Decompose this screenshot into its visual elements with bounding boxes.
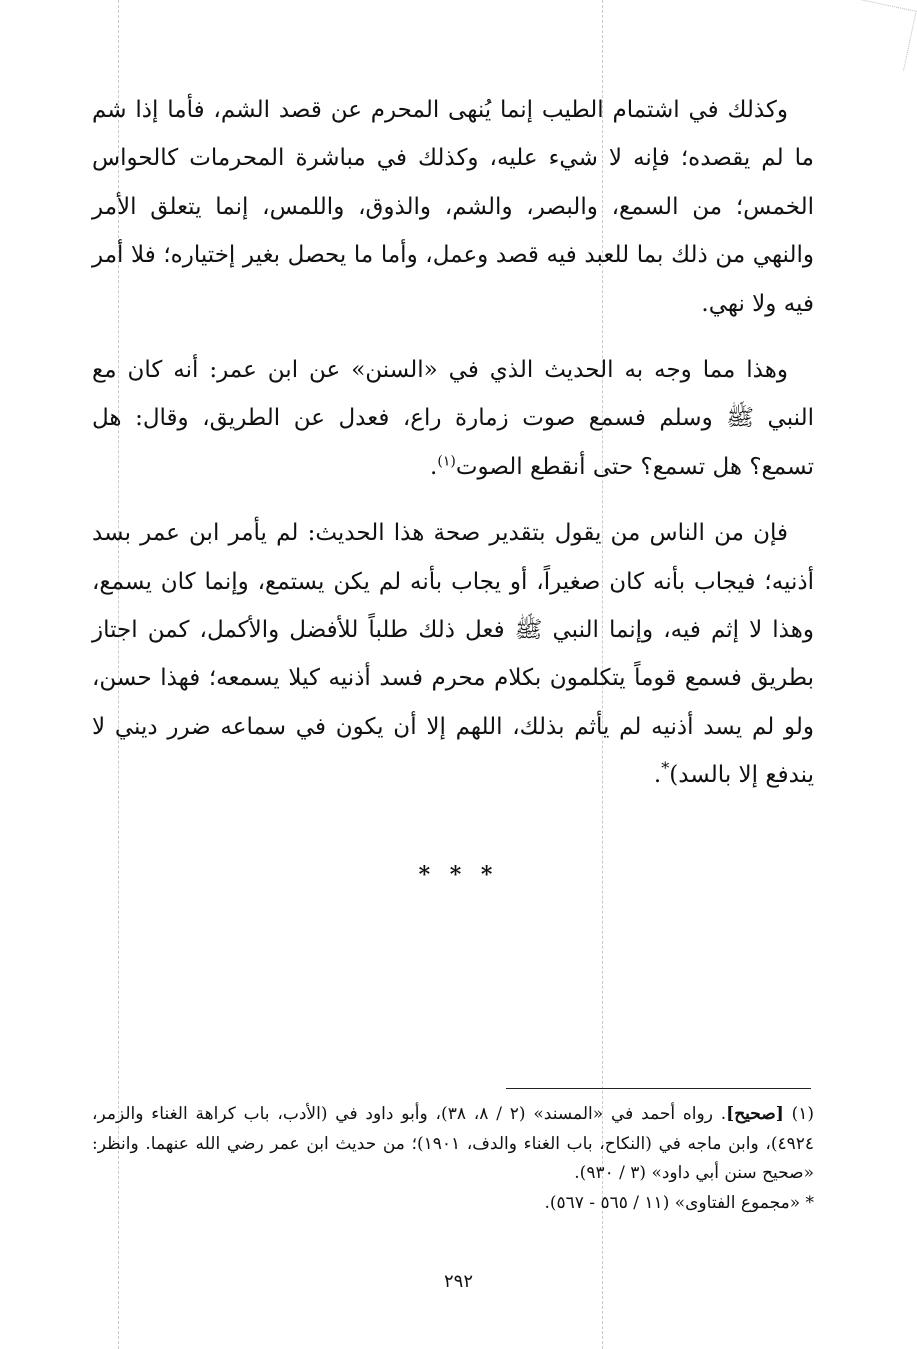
paragraph-2 [92, 346, 814, 491]
paragraph-2-end: . [430, 453, 438, 480]
paragraph-3-end: . [653, 762, 662, 789]
paragraph-3-text: فإن من الناس من يقول بتقدير صحة هذا الحديث: لم يأمر ابن عمر بسد أذنيه؛ فيجاب بأنه كان صغيراً، أو يجاب بأنه لم يكن يستمع، وإنما كان يسمع، وهذا لا إثم فيه، وإنما النبي ﷺ فعل ذلك طلباً للأفضل والأكمل، كمن اجتاز بطريق فسمع قوماً يتكلمون بكلام محرم فسد أذنيه كيلا يسمعه؛ فهذا حسن، ولو لم يسد أذنيه لم يأثم بذلك، اللهم إلا أن يكون في سماعه ضرر ديني لا يندفع إلا بالسد) [92, 520, 814, 789]
main-text [92, 86, 814, 818]
footnote-1-text: . رواه أحمد في «المسند» (٢ / ٨، ٣٨)، وأبو داود في (الأدب، باب كراهة الغناء والزمر، ٤٩٢٤)، وابن ماجه في (النكاح، باب الغناء والدف، ١٩٠١)؛ من حديث ابن عمر رضي الله عنهما. وانظر: «صحيح سنن أبي داود» (٣ / ٩٣٠). [92, 1104, 814, 1183]
scan-corner-mark [844, 0, 916, 71]
footnote-2-marker: * [805, 1192, 814, 1213]
footnote-ref-1[interactable]: (١) [437, 453, 456, 470]
footnote-1-grade: [صحيح] [726, 1104, 784, 1124]
paragraph-3 [92, 509, 814, 799]
paragraph-1 [92, 86, 814, 328]
footnote-divider [506, 1088, 811, 1089]
section-separator: * * * [418, 862, 499, 888]
footnote-1 [92, 1100, 814, 1189]
paragraph-2-text: وهذا مما وجه به الحديث الذي في «السنن» عن ابن عمر: أنه كان مع النبي ﷺ وسلم فسمع صوت زمارة راع، فعدل عن الطريق، وقال: هل تسمع؟ هل تسمع؟ حتى أنقطع الصوت [92, 357, 814, 480]
footnote-1-marker: (١) [791, 1104, 815, 1124]
footnotes [92, 1100, 814, 1218]
footnote-2 [92, 1189, 814, 1219]
footnote-2-text: «مجموع الفتاوى» (١١ / ٥٦٥ - ٥٦٧). [544, 1192, 801, 1213]
page-number: ٢٩٢ [443, 1271, 473, 1292]
footnote-ref-asterisk[interactable]: * [661, 758, 670, 778]
paragraph-1-text: وكذلك في اشتمام الطيب إنما يُنهى المحرم عن قصد الشم، فأما إذا شم ما لم يقصده؛ فإنه لا شيء عليه، وكذلك في مباشرة المحرمات كالحواس الخمس؛ من السمع، والبصر، والشم، والذوق، واللمس، إنما يتعلق الأمر والنهي من ذلك بما للعبد فيه قصد وعمل، وأما ما يحصل بغير إختياره؛ فلا أمر فيه ولا نهي. [92, 97, 814, 317]
